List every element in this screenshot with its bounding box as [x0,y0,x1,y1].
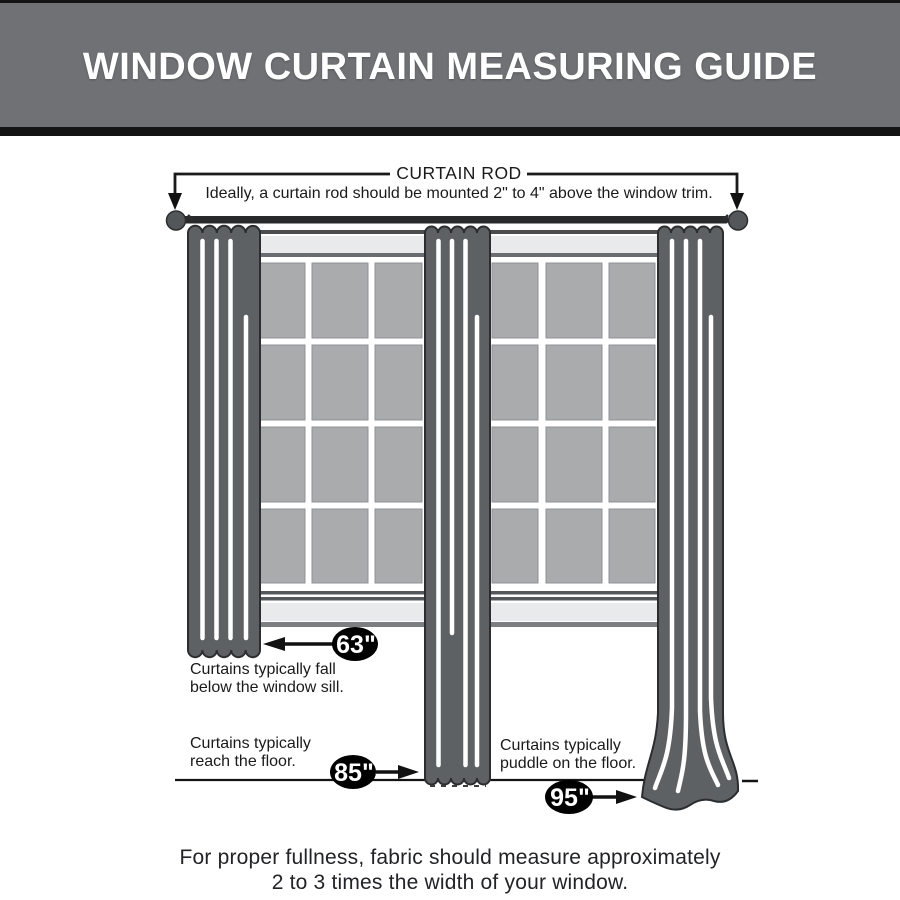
window-curtain-illustration [0,133,900,900]
right-arrow-icon [398,765,419,779]
rod-bar [183,216,728,224]
curtain-panel [642,227,738,810]
curtain-panel [188,226,260,657]
measurement-95 [545,780,637,814]
length-badge-text: 63" [336,631,376,659]
fullness-note-line: For proper fullness, fabric should measure approximately [179,846,721,869]
caption-line: Curtains typically [190,735,311,752]
caption-63-inch [190,661,344,696]
caption-85-inch [190,735,311,770]
length-badge-text: 95" [550,784,590,812]
caption-line: reach the floor. [190,752,296,770]
curtain-85-inch [425,227,490,787]
right-window-panes [492,263,655,583]
measurement-85 [330,755,419,789]
fullness-note-line: 2 to 3 times the width of your window. [271,871,629,894]
measurement-63 [263,627,378,661]
caption-line: below the window sill. [190,678,344,696]
caption-line: Curtains typically [500,737,621,754]
fullness-note [0,845,900,895]
length-badge-text: 85" [334,759,374,787]
left-arrow-icon [263,637,285,651]
rod-finial-left [167,211,186,230]
caption-95-inch [500,737,636,772]
curtain-63-inch [188,226,260,657]
left-window-panes [260,263,422,583]
curtain-panel [425,227,490,785]
rod-mounting-caption: Ideally, a curtain rod should be mounted 2" to 4" above the window trim. [205,185,713,202]
caption-line: Curtains typically fall [190,661,336,678]
page-title: WINDOW CURTAIN MEASURING GUIDE [82,45,818,88]
curtain-95-inch [642,227,738,810]
right-arrow-icon [616,790,637,804]
curtain-rod-label: CURTAIN ROD [396,163,522,183]
rod-finial-right [729,211,748,230]
caption-line: puddle on the floor. [500,754,637,772]
